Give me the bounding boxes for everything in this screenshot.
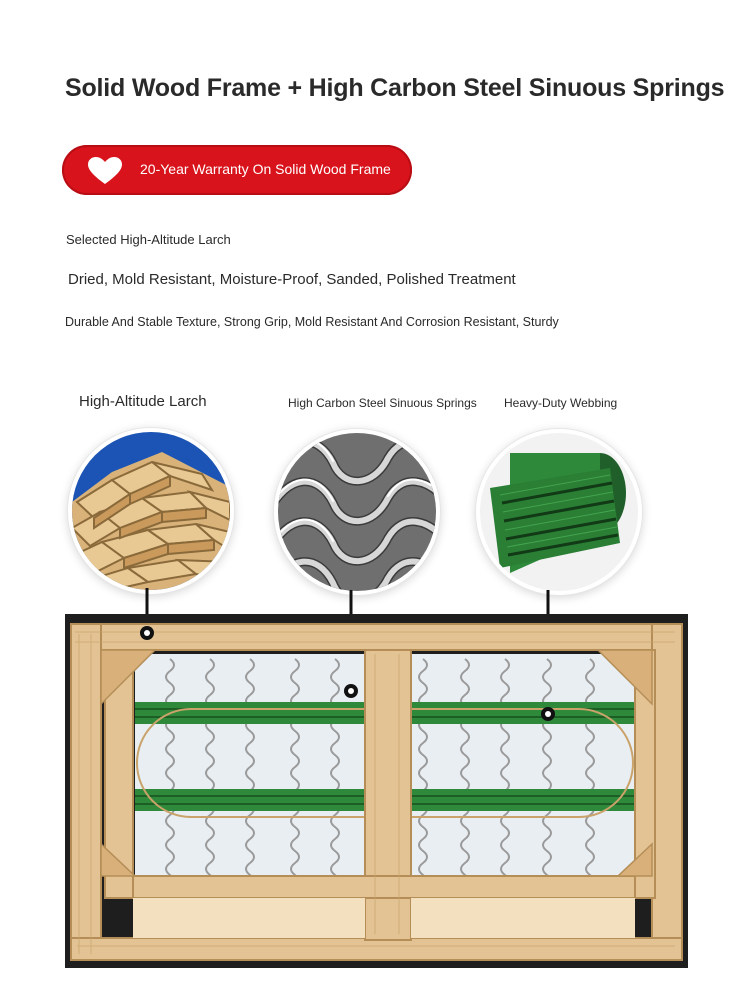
larch-label: High-Altitude Larch — [79, 393, 207, 410]
page-title: Solid Wood Frame + High Carbon Steel Sinuous Springs — [65, 74, 725, 102]
feature-line-2: Dried, Mold Resistant, Moisture-Proof, Sanded, Polished Treatment — [68, 271, 516, 288]
warranty-text: 20-Year Warranty On Solid Wood Frame — [140, 161, 391, 177]
webbing-label: Heavy-Duty Webbing — [504, 396, 618, 410]
feature-line-1: Selected High-Altitude Larch — [66, 232, 231, 247]
feature-line-3: Durable And Stable Texture, Strong Grip, Mold Resistant And Corrosion Resistant, Sturdy — [65, 315, 559, 329]
sofa-frame-image — [65, 614, 688, 968]
springs-label: High Carbon Steel Sinuous Springs — [288, 396, 477, 410]
